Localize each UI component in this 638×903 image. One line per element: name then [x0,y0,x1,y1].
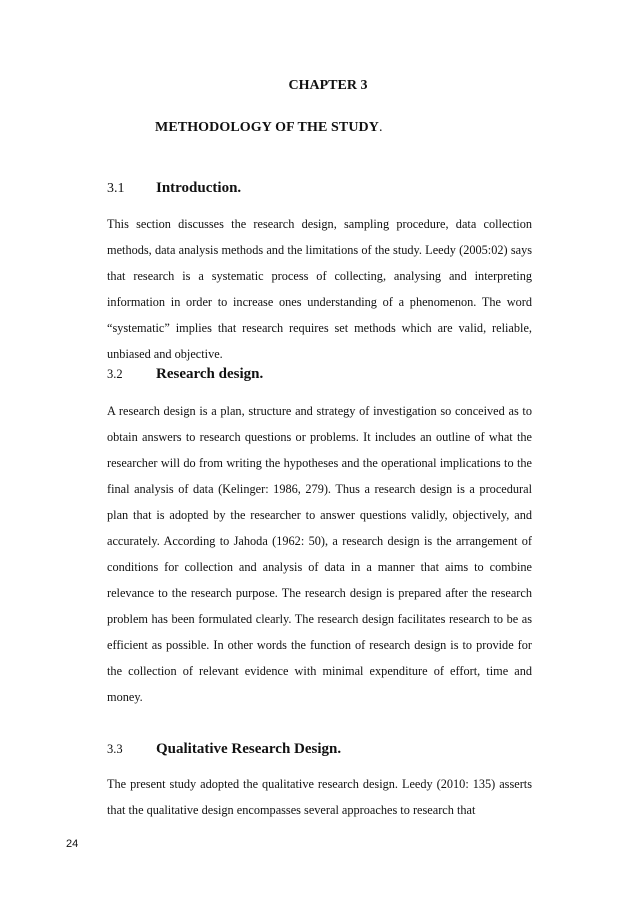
page-title-suffix: . [378,120,383,135]
chapter-label: CHAPTER 3 [288,78,368,93]
section-number: 3.3 [107,742,123,756]
section-title: Qualitative Research Design. [156,741,342,757]
section-heading-3-3 [107,741,341,758]
page-title [155,120,383,136]
section-number: 3.1 [107,181,125,196]
page-number: 24 [66,838,79,850]
section-title: Research design. [156,366,264,382]
section-number: 3.2 [107,367,123,381]
section-paragraph-3-3: The present study adopted the qualitative research design. Leedy (2010: 135) asserts that the qualitative design encompasses several approaches to research that [107,777,532,817]
section-paragraph-3-2: A research design is a plan, structure and strategy of investigation so conceived as to obtain answers to research questions or problems. It includes an outline of what the researcher will do from writing the hypotheses and the operational implications to the final analysis of data (Kelinger: 1986, 279). Thus a research design is a procedural plan that is adopted by the researcher to answer questions validly, objectively, and accurately. According to Jahoda (1962: 50), a research design is the arrangement of conditions for collection and analysis of data in a manner that aims to combine relevance to the research purpose. The research design is prepared after the research problem has been formulated clearly. The research design facilitates research to be as efficient as possible. In other words the function of research design is to provide for the collection of relevant evidence with minimal expenditure of effort, time and money. [107,404,532,704]
section-title: Introduction. [156,180,242,196]
section-paragraph-3-1: This section discusses the research design, sampling procedure, data collection methods, data analysis methods and the limitations of the study. Leedy (2005:02) says that research is a systematic process of collecting, analysing and interpreting information in order to increase ones understanding of a phenomenon. The word “systematic” implies that research requires set methods which are valid, reliable, unbiased and objective. [107,217,532,361]
section-heading-3-2 [107,366,263,383]
section-heading-3-1 [107,180,241,197]
page-title-text: METHODOLOGY OF THE STUDY [155,120,379,135]
